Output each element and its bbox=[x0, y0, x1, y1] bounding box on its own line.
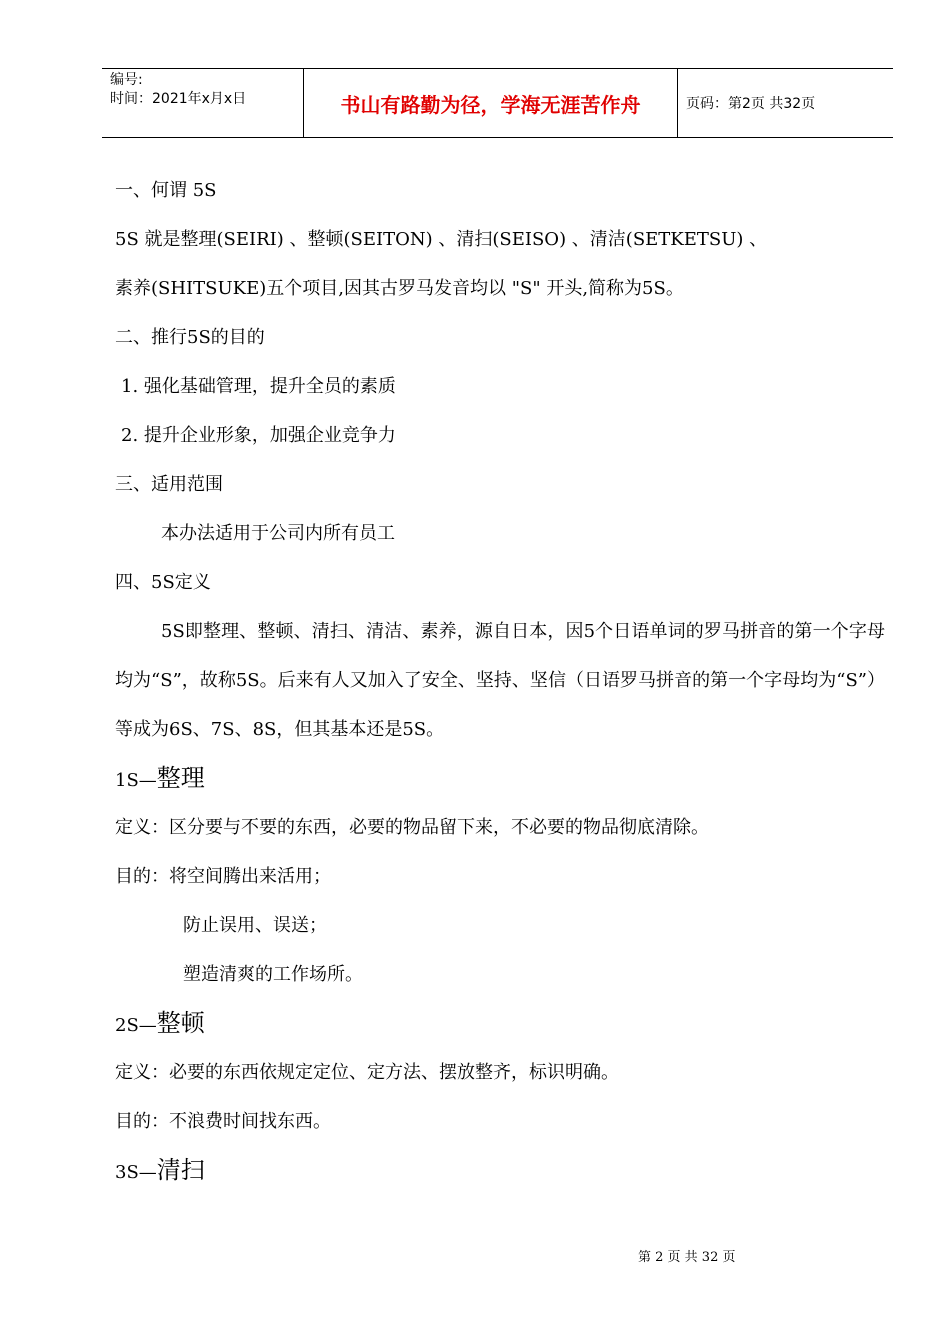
section-3s-title: 清扫 bbox=[156, 1156, 205, 1184]
paragraph-5s-line2: 素养(SHITSUKE)五个项目,因其古罗马发音均以 "S" 开头,简称为5S。 bbox=[115, 278, 684, 299]
section-1s-definition: 定义：区分要与不要的东西，必要的物品留下来，不必要的物品彻底清除。 bbox=[115, 817, 709, 838]
header-page-label: 页码：第2页 共32页 bbox=[686, 96, 816, 112]
document-body bbox=[115, 166, 885, 1195]
section-2s-prefix: 2S— bbox=[115, 1015, 157, 1036]
definition-paragraph: 5S即整理、整顿、清扫、清洁、素养，源自日本，因5个日语单词的罗马拼音的第一个字母均为“S”，故称5S。后来有人又加入了安全、坚持、坚信（日语罗马拼音的第一个字母均为“S”）等成为6S、7S、8S，但其基本还是5S。 bbox=[115, 621, 885, 740]
section-1s-prefix: 1S— bbox=[115, 770, 157, 791]
heading-scope: 三、适用范围 bbox=[115, 474, 223, 495]
scope-text: 本办法适用于公司内所有员工 bbox=[161, 523, 395, 544]
section-2s-definition: 定义：必要的东西依规定定位、定方法、摆放整齐，标识明确。 bbox=[115, 1062, 619, 1083]
heading-what-is-5s: 一、何谓 5S bbox=[115, 180, 217, 201]
header-meta bbox=[102, 69, 304, 137]
section-1s-goal-2: 防止误用、误送； bbox=[183, 915, 327, 936]
section-1s-goal: 目的：将空间腾出来活用； bbox=[115, 866, 331, 887]
heading-purpose: 二、推行5S的目的 bbox=[115, 327, 265, 348]
section-1s bbox=[115, 754, 885, 803]
heading-definition: 四、5S定义 bbox=[115, 572, 211, 593]
page-header bbox=[102, 68, 893, 138]
purpose-item-2: 2. 提升企业形象，加强企业竞争力 bbox=[121, 425, 396, 446]
section-1s-title: 整理 bbox=[156, 764, 205, 792]
header-motto: 书山有路勤为径，学海无涯苦作舟 bbox=[304, 69, 678, 137]
date-label: 时间：2021年x月x日 bbox=[110, 91, 247, 107]
section-2s-goal: 目的：不浪费时间找东西。 bbox=[115, 1111, 331, 1132]
number-label: 编号: bbox=[110, 72, 143, 88]
section-1s-goal-3: 塑造清爽的工作场所。 bbox=[183, 964, 363, 985]
section-2s-title: 整顿 bbox=[156, 1009, 205, 1037]
section-3s-prefix: 3S— bbox=[115, 1162, 157, 1183]
page-footer: 第 2 页 共 32 页 bbox=[638, 1250, 736, 1265]
paragraph-5s-line1: 5S 就是整理(SEIRI) 、整顿(SEITON) 、清扫(SEISO) 、清洁(SETKETSU) 、 bbox=[115, 229, 768, 250]
section-3s bbox=[115, 1146, 885, 1195]
purpose-item-1: 1. 强化基础管理，提升全员的素质 bbox=[121, 376, 396, 397]
section-2s bbox=[115, 999, 885, 1048]
